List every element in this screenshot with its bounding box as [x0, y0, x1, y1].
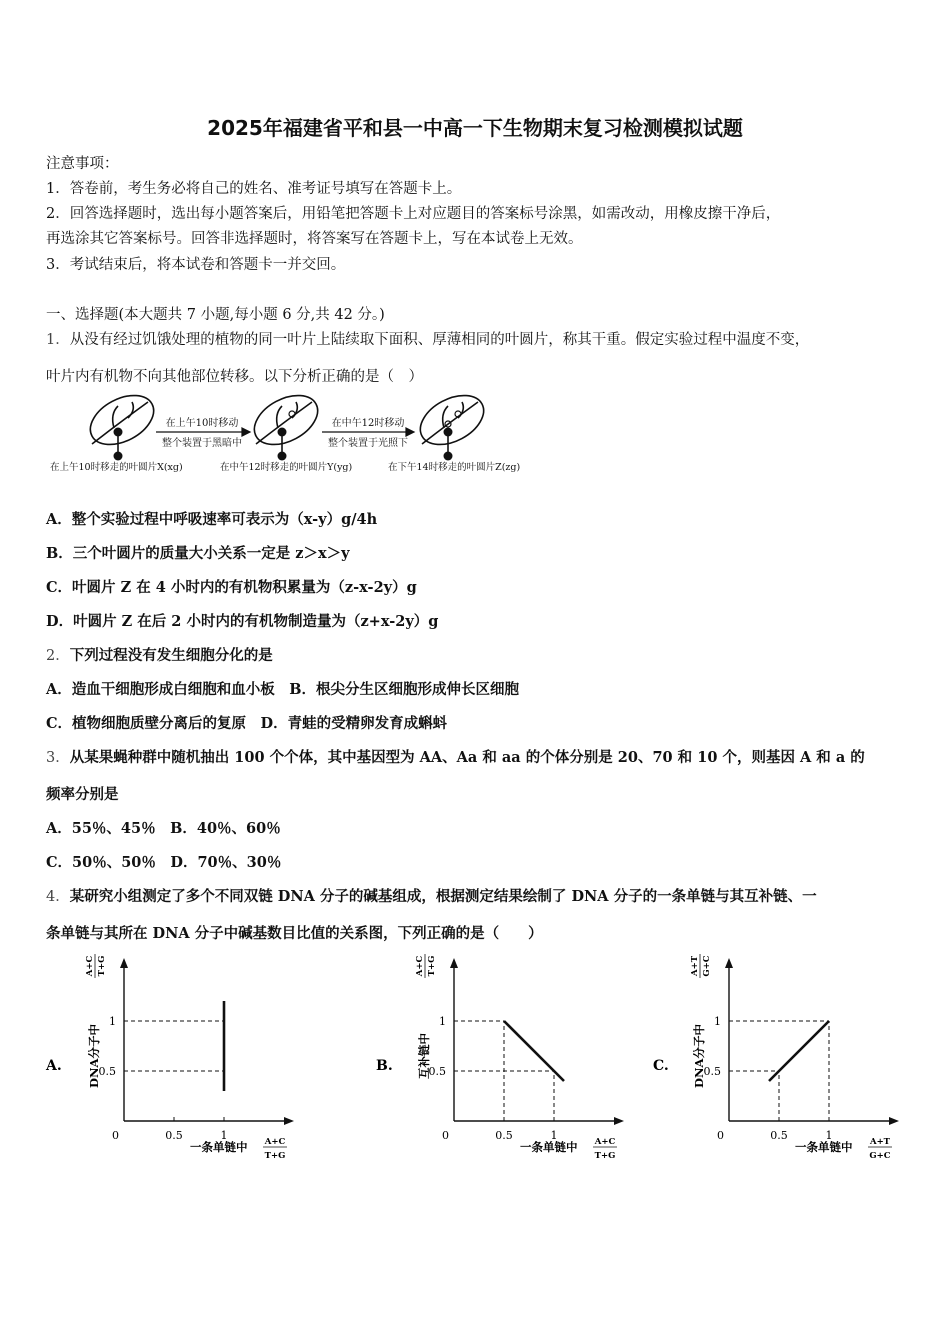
y-axis-arrow — [120, 958, 128, 968]
caption-y: 在中午12时移走的叶圆片Y(yg) — [220, 462, 353, 473]
arrow-1-top-label: 在上午10时移动 — [165, 418, 239, 429]
arrow-2-bottom-label: 整个装置于光照下 — [328, 438, 408, 449]
page-title: 2025年福建省平和县一中高一下生物期末复习检测模拟试题 — [207, 116, 743, 140]
chart-option-label: C. — [653, 1058, 669, 1074]
chart-a — [45, 954, 294, 1161]
y-fraction-denominator: G+C — [702, 955, 712, 977]
q1-option-b: B．三个叶圆片的质量大小关系一定是 z＞x＞y — [46, 545, 350, 562]
x-axis-label: 一条单链中 — [795, 1140, 853, 1154]
q4-charts — [40, 948, 910, 1168]
notice-heading: 注意事项： — [46, 156, 119, 172]
x-tick-label: 0.5 — [770, 1129, 788, 1142]
origin-label: 0 — [442, 1129, 449, 1142]
series-line — [769, 1021, 829, 1081]
series-line — [504, 1021, 564, 1081]
notice-item-2-cont: 再选涂其它答案标号。回答非选择题时，将答案写在答题卡上，写在本试卷上无效。 — [46, 231, 583, 247]
leaf-experiment-figure — [44, 388, 534, 480]
q4-line2: 条单链与其所在 DNA 分子中碱基数目比值的关系图，下列正确的是（ ） — [46, 925, 543, 942]
caption-x: 在上午10时移走的叶圆片X(xg) — [50, 462, 183, 473]
x-axis-label: 一条单链中 — [520, 1140, 578, 1154]
x-tick-label: 0.5 — [495, 1129, 513, 1142]
y-fraction-denominator: T+G — [97, 955, 107, 977]
y-tick-label: 1 — [714, 1015, 721, 1028]
q1-option-c: C．叶圆片 Z 在 4 小时内的有机物积累量为（z-x-2y）g — [46, 579, 417, 596]
y-axis-fraction — [690, 954, 712, 978]
y-axis-arrow — [450, 958, 458, 968]
disc-x — [114, 452, 123, 461]
q3-line2: 频率分别是 — [46, 786, 119, 803]
x-fraction-denominator: T+G — [594, 1151, 616, 1161]
q2-line — [46, 644, 273, 665]
y-tick-label: 1 — [439, 1015, 446, 1028]
q1-number: 1． — [46, 332, 70, 348]
x-tick-label: 1 — [825, 1129, 833, 1142]
q2-options-2: C．植物细胞质壁分离后的复原 D．青蛙的受精卵发育成蝌蚪 — [46, 715, 448, 732]
y-fraction-numerator: A+C — [85, 955, 95, 977]
x-fraction-denominator: G+C — [869, 1151, 891, 1161]
x-axis-arrow — [889, 1117, 899, 1125]
q3-options-1: A．55％、45％ B．40％、60％ — [46, 820, 281, 837]
y-tick-label: 1 — [109, 1015, 116, 1028]
disc-y-hole-1 — [278, 428, 287, 437]
q2-options-1: A．造血干细胞形成白细胞和血小板 B．根尖分生区细胞形成伸长区细胞 — [46, 681, 520, 698]
disc-y — [278, 452, 287, 461]
x-tick-label: 1 — [550, 1129, 558, 1142]
y-axis-fraction — [85, 954, 107, 978]
chart-option-label: B. — [376, 1058, 393, 1074]
q1-option-d: D．叶圆片 Z 在后 2 小时内的有机物制造量为（z+x-2y）g — [46, 613, 439, 630]
q1-stem: 从没有经过饥饿处理的植物的同一叶片上陆续取下面积、厚薄相同的叶圆片，称其干重。假定实验过程中温度不变， — [69, 332, 810, 348]
q3-line1 — [46, 746, 865, 767]
q2-stem: 下列过程没有发生细胞分化的是 — [69, 647, 273, 664]
arrow-1-bottom-label: 整个装置于黑暗中 — [162, 438, 242, 449]
y-axis-label: DNA分子中 — [692, 1024, 706, 1088]
y-tick-label: 0.5 — [428, 1065, 446, 1078]
notice-item-3: 3．考试结束后，将本试卷和答题卡一并交回。 — [46, 257, 346, 273]
x-tick-label: 1 — [220, 1129, 228, 1142]
y-axis-fraction — [415, 954, 437, 978]
q4-line1 — [46, 885, 817, 906]
q2-number: 2． — [46, 648, 70, 664]
q1-option-a: A．整个实验过程中呼吸速率可表示为（x-y）g/4h — [46, 511, 378, 528]
q4-stem: 某研究小组测定了多个不同双链 DNA 分子的碱基组成，根据测定结果绘制了 DNA 分子的一条单链与其互补链、一 — [69, 888, 817, 905]
x-fraction-denominator: T+G — [264, 1151, 286, 1161]
section-heading: 一、选择题(本大题共 7 小题,每小题 6 分,共 42 分。) — [46, 307, 385, 323]
chart-c — [653, 954, 899, 1161]
y-axis-label: 互补链中 — [417, 1033, 431, 1079]
x-fraction-numerator: A+T — [869, 1137, 891, 1147]
disc-z — [444, 452, 453, 461]
notice-item-2: 2．回答选择题时，选出每小题答案后，用铅笔把答题卡上对应题目的答案标号涂黑，如需改动，用橡皮擦干净后， — [46, 206, 781, 222]
origin-label: 0 — [717, 1129, 724, 1142]
y-fraction-denominator: T+G — [427, 955, 437, 977]
q1-line2: 叶片内有机物不向其他部位转移。以下分析正确的是（ ） — [46, 369, 423, 385]
y-fraction-numerator: A+C — [415, 955, 425, 977]
q4-number: 4． — [46, 889, 70, 905]
x-axis-arrow — [284, 1117, 294, 1125]
chart-option-label: A. — [46, 1058, 62, 1074]
arrow-2-top-label: 在中午12时移动 — [331, 418, 405, 429]
disc-z-hole-1 — [444, 428, 453, 437]
y-axis-label: DNA分子中 — [87, 1024, 101, 1088]
y-tick-label: 0.5 — [703, 1065, 721, 1078]
x-axis-label: 一条单链中 — [190, 1140, 248, 1154]
x-tick-label: 0.5 — [165, 1129, 183, 1142]
disc-x-hole — [114, 428, 123, 437]
x-fraction-numerator: A+C — [264, 1137, 286, 1147]
x-axis-arrow — [614, 1117, 624, 1125]
x-fraction-numerator: A+C — [594, 1137, 616, 1147]
chart-b — [376, 954, 624, 1161]
y-axis-arrow — [725, 958, 733, 968]
q3-stem: 从某果蝇种群中随机抽出 100 个个体，其中基因型为 AA、Aa 和 aa 的个体分别是 20、70 和 10 个，则基因 A 和 a 的 — [69, 749, 865, 766]
caption-z: 在下午14时移走的叶圆片Z(zg) — [388, 462, 521, 473]
origin-label: 0 — [112, 1129, 119, 1142]
notice-item-1: 1．答卷前，考生务必将自己的姓名、准考证号填写在答题卡上。 — [46, 181, 462, 197]
q1-line1 — [46, 328, 809, 349]
y-fraction-numerator: A+T — [690, 955, 700, 977]
q3-number: 3． — [46, 750, 70, 766]
y-tick-label: 0.5 — [98, 1065, 116, 1078]
q3-options-2: C．50％、50％ D．70％、30％ — [46, 854, 282, 871]
